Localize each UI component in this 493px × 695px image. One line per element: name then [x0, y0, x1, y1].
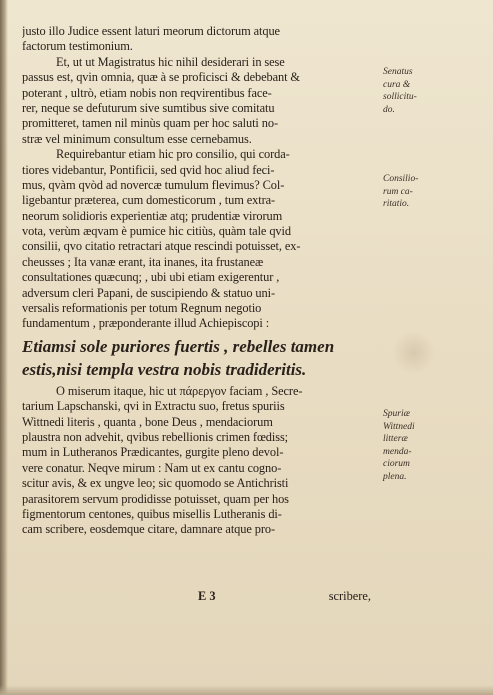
main-text — [22, 24, 377, 538]
text-line: tarium Lapschanski, qvi in Extractu suo, fretus spuriis — [22, 399, 285, 414]
text-line: mum in Lutheranos Prædicantes, gurgite pleno devol- — [22, 445, 284, 460]
text-line: figmentorum centones, quibus misellis Lutheranis di- — [22, 506, 282, 521]
margin-note-line: Senatus — [383, 67, 413, 77]
text-line: poterant , ultrò, etiam nobis non reqvirentibus face- — [22, 85, 272, 100]
text-line: promitteret, tamen nil minùs quam per hoc saluti no- — [22, 116, 278, 131]
text-line: rer, neque se defuturum sive sumtibus sive comitatu — [22, 100, 275, 115]
margin-note-line: ritatio. — [383, 199, 410, 209]
page-bottom-edge — [0, 685, 493, 695]
emphasis-line: estis,nisi templa vestra nobis tradideritis. — [22, 359, 307, 379]
catchword: scribere, — [328, 589, 371, 603]
margin-note-consiliorum — [383, 173, 435, 211]
margin-note-line: rum ca- — [383, 186, 413, 197]
text-line: neorum solidioris experientiæ atq; prudentiæ virorum — [22, 208, 283, 223]
text-line: factorum testimonium. — [22, 39, 133, 54]
text-line: stræ vel minimum consultum esse cernebamus. — [22, 131, 252, 146]
text-line: mus, qvàm qvòd ad novercæ tumulum flevimus? Col- — [22, 177, 285, 192]
margin-note-line: Wittnedi — [383, 421, 415, 432]
text-line: justo illo Judice essent laturi meorum dictorum atque — [22, 24, 280, 38]
text-line: passus est, qvin omnia, quæ à se proficisci & debebant & — [22, 70, 300, 85]
text-line: vere conatur. Neqve mirum : Nam ut ex cantu cogno- — [22, 460, 282, 475]
margin-note-spuriae — [383, 408, 435, 483]
text-line: tiores videbantur, Pontificii, sed qvid hoc aliud feci- — [22, 162, 275, 177]
text-line: consilii, qvo citatio retractari atque rescindi potuisset, ex- — [22, 239, 301, 254]
emphasis-line: Etiamsi sole puriores fuertis , rebelles tamen — [22, 336, 335, 356]
signature-mark: E 3 — [198, 589, 216, 603]
text-line: parasitorem servum prodidisse potuisset, quam per hos — [22, 491, 289, 506]
text-line: plaustra non advehit, qvibus rebellionis crimen fœdiss; — [22, 429, 289, 444]
margin-note-line: litteræ — [383, 434, 408, 444]
margin-note-line: ciorum — [383, 459, 410, 469]
page-footer — [22, 589, 377, 605]
text-line: fundamentum , præponderante illud Achiepiscopi : — [22, 316, 270, 331]
text-line: cheusses ; Ita vanæ erant, ita inanes, ita frustaneæ — [22, 254, 264, 269]
margin-note-senatus — [383, 66, 435, 116]
margin-note-line: Consilio- — [383, 174, 419, 184]
binding-gutter — [0, 0, 8, 695]
paragraph-start-line: Requirebantur etiam hic pro consilio, qui corda- — [56, 147, 290, 162]
text-line: versalis reformationis per totum Regnum negotio — [22, 301, 262, 316]
text-line: ligebantur præterea, cum domesticorum , tum extra- — [22, 193, 276, 208]
margin-note-line: sollicitu- — [383, 92, 417, 102]
margin-note-line: plena. — [383, 471, 407, 482]
text-line: cam scribere, eosdemque citare, damnare atque pro- — [22, 522, 276, 537]
text-line: Wittnedi literis , quanta , bone Deus , mendaciorum — [22, 414, 273, 429]
margin-note-line: menda- — [383, 446, 412, 457]
margin-note-line: do. — [383, 104, 395, 115]
text-line: scitur avis, & ex ungve leo; sic quomodo se Antichristi — [22, 476, 289, 491]
text-line: consultationes quæcunq; , ubi ubi etiam exigerentur , — [22, 270, 280, 285]
paragraph-start-line: O miserum itaque, hic ut πάρεργον faciam , Secre- — [56, 383, 303, 398]
paragraph-start-line: Et, ut ut Magistratus hic nihil desiderari in sese — [56, 54, 285, 69]
text-line: vota, verùm æqvam è pumice hic citiùs, quàm tale qvid — [22, 224, 291, 239]
margin-note-line: cura & — [383, 79, 411, 90]
paper-stain — [392, 330, 436, 375]
text-line: adversum cleri Papani, de suscipiendo & statuo uni- — [22, 285, 275, 300]
margin-note-line: Spuriæ — [383, 409, 410, 419]
